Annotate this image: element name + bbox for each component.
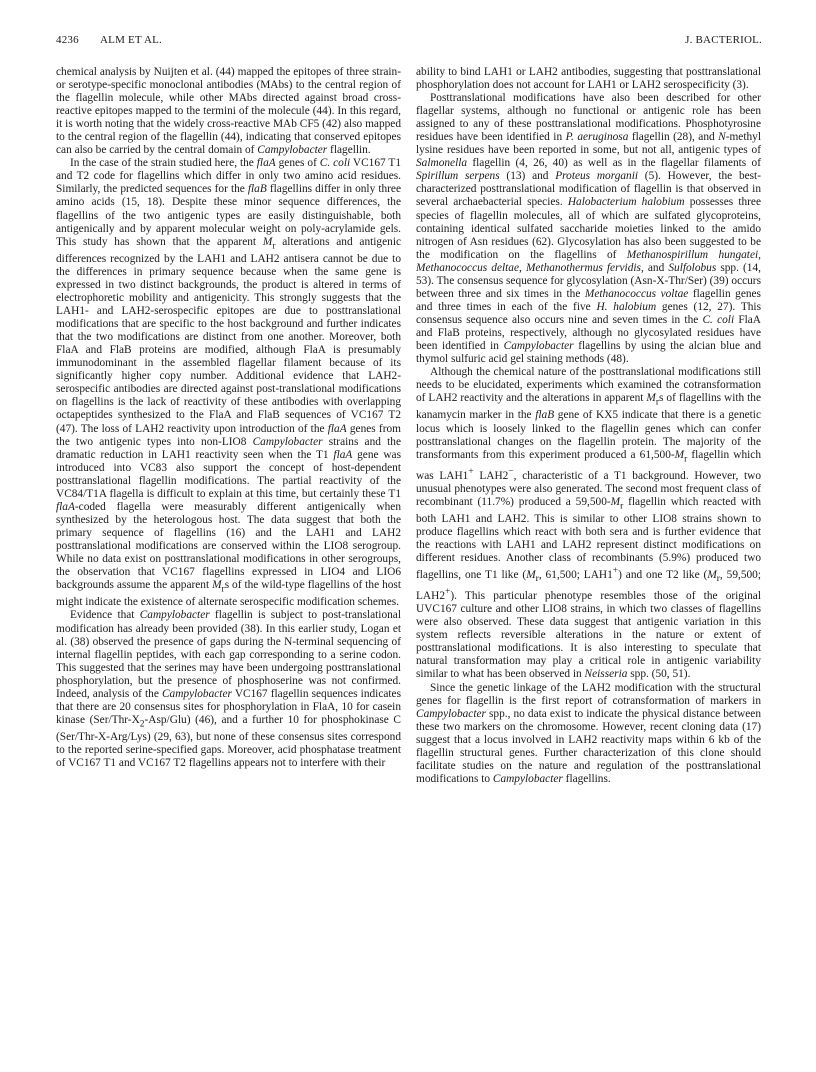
right-column — [416, 66, 761, 786]
paragraph: ability to bind LAH1 or LAH2 antibodies, suggesting that posttranslational phosphorylation does not account for LAH1 or LAH2 serospecificity (3). — [416, 66, 761, 92]
paragraph: Since the genetic linkage of the LAH2 modification with the structural genes for flagellin is the first report of cotransformation of markers in Campylobacter spp., no data exist to indicate the physical distance between these two markers on the chromosome. However, recent cloning data (17) suggest that a locus involved in LAH2 reactivity maps within 6 kb of the flagellin structural genes. Further characterization of this clone should facilitate studies on the nature and regulation of the posttranslational modifications to Campylobacter flagellins. — [416, 681, 761, 785]
running-header — [56, 34, 762, 50]
left-column — [56, 66, 401, 770]
paragraph: chemical analysis by Nuijten et al. (44) mapped the epitopes of three strain- or serotype-specific monoclonal antibodies (MAbs) to the central region of the flagellin molecule, while other MAbs directed against broad cross-reactive epitopes mapped to the termini of the molecule (44). In this regard, it is worth noting that the widely cross-reactive MAb CF5 (42) also mapped to the central region of the flagellin (44), indicating that conserved epitopes can also be carried by the central domain of Campylobacter flagellin. — [56, 66, 401, 157]
paragraph: In the case of the strain studied here, the flaA genes of C. coli VC167 T1 and T2 code for flagellins which differ in only two amino acid residues. Similarly, the predicted sequences for the flaB flagellins differ in only three amino acids (15, 18). Despite these minor sequence differences, the flagellins of the two antigenic types are easily distinguishable, both antigenically and by apparent molecular weight on poly-acrylamide gels. This study has shown that the apparent $M_r$ alterations and antigenic differences recognized by the LAH1 and LAH2 antisera cannot be due to the differences in primary sequence because when the same gene is expressed in two distinct backgrounds, the product is altered in terms of electrophoretic mobility and antigenicity. This strongly suggests that the LAH1- and LAH2-serospecific epitopes are due to posttranslational modifications that are specific to the host background and further indicates that the two modifications are distinct from one another. Moreover, both FlaA and FlaB proteins are modified, although FlaA is presumably immunodominant in the assembled flagellar filament because of its significantly higher copy number. Additional evidence that LAH2-serospecific antibodies are directed against post-translational modifications on flagellins is the lack of reactivity of these antibodies with overlapping octapeptides synthesized to the FlaA and FlaB sequences of VC167 T2 (47). The loss of LAH2 reactivity upon introduction of the flaA genes from the two antigenic types into non-LIO8 Campylobacter strains and the dramatic reduction in LAH1 reactivity seen when the T1 flaA gene was introduced into VC83 also support the concept of host-dependent posttranslational flagellin modifications. The partial reactivity of the VC84/T1A flagella is difficult to explain at this time, but certainly these T1 flaA-coded flagella were measurably different antigenically when synthesized by the heterologous host. The data suggest that both the primary sequence of flagellins (16) and the LAH1 and LAH2 posttranslational modifications are conserved within the LIO8 serogroup. While no data exist on posttranslational modifications in other serogroups, the observation that VC167 flagellins expressed in LIO4 and LIO6 backgrounds assume the apparent $M_rs$ of the wild-type flagellins of the host might indicate the existence of alternate serospecific modification schemes. — [56, 157, 402, 609]
running-authors: ALM ET AL. — [100, 34, 162, 46]
page-number: 4236 — [56, 34, 79, 46]
journal-abbreviation: J. BACTERIOL. — [685, 34, 762, 46]
paragraph: Although the chemical nature of the posttranslational modifications still needs to be elucidated, experiments which examined the cotransformation of LAH2 reactivity and the alterations in apparent $M_rs$ of flagellins with the kanamycin marker in the flaB gene of KX5 indicate that there is a genetic locus which is loosely linked to the flagellin genes which can confer posttranslational changes on the flagellin protein. The majority of the transformants from this experiment produced a $61,500-M_r$ flagellin which was LAH1+ LAH2−, characteristic of a T1 background. However, two unusual phenotypes were also generated. The second most frequent class of recombinant (11.7%) produced a $59,500-M_r$ flagellin which reacted with both LAH1 and LAH2. This is similar to other LIO8 strains shown to produce flagellins which react with both sera and is further evidence that the reactions with LAH1 and LAH2 represent distinct modifications on different residues. Another class of recombinants (5.9%) produced two flagellins, one T1 like ($M_r$, 61,500; LAH1+) and one T2 like ($M_r$, 59,500; LAH2+). This particular phenotype resembles those of the original UVC167 culture and other LIO8 strains, in which two classes of flagellins were also observed. These data suggest that antigenic variation in this system reflects reversible alterations in the nature or extent of posttranslational modifications. It is also interesting to speculate that natural transformation may play a critical role in antigenic variability similar to what has been observed in Neisseria spp. (50, 51). — [416, 366, 762, 681]
paragraph: Evidence that Campylobacter flagellin is subject to post-translational modification has already been provided (38). In this earlier study, Logan et al. (38) observed the presence of gaps during the N-terminal sequencing of internal flagellin peptides, with each gap corresponding to a serine codon. This suggested that the serines may have been undergoing posttranslational phosphorylation, but the presence of phosphoserine was not confirmed. Indeed, analysis of the Campylobacter VC167 flagellin sequences indicates that there are 20 consensus sites for phosphorylation in FlaA, 10 for casein kinase $(Ser/Thr-X_2-Asp/Glu)$ (46), and a further 10 for phosphokinase C (Ser/Thr-X-Arg/Lys) (29, 63), but none of these consensus sites correspond to the reported serine-specified gaps. Moreover, acid phosphatase treatment of VC167 T1 and VC167 T2 flagellins appears not to interfere with their — [56, 609, 401, 770]
paragraph: Posttranslational modifications have also been described for other flagellar systems, although no functional or antigenic role has been assigned to any of these posttranslational modifications. Phosphotyrosine residues have been identified in P. aeruginosa flagellin (28), and N-methyl lysine residues have been reported in some, but not all, antigenic types of Salmonella flagellin (4, 26, 40) as well as in the flagellar filaments of Spirillum serpens (13) and Proteus morganii (5). However, the best-characterized posttranslational modification of flagellin is that observed in several archaebacterial species. Halobacterium halobium possesses three species of flagellin molecules, all of which are sulfated glycoproteins, containing identical sulfated saccharide moieties linked to the amido nitrogen of Asn residues (62). Glycosylation has also been suggested to be the modification on the flagellins of Methanospirillum hungatei, Methanococcus deltae, Methanothermus fervidis, and Sulfolobus spp. (14, 53). The consensus sequence for glycosylation (Asn-X-Thr/Ser) (39) occurs between three and six times in the Methanococcus voltae flagellin genes and three times in each of the five H. halobium genes (12, 27). This consensus sequence also occurs nine and seven times in the C. coli FlaA and FlaB proteins, respectively, although no glycosylated residues have been identified in Campylobacter flagellins by using the alcian blue and thymol sulfuric acid gel staining methods (48). — [416, 92, 762, 366]
